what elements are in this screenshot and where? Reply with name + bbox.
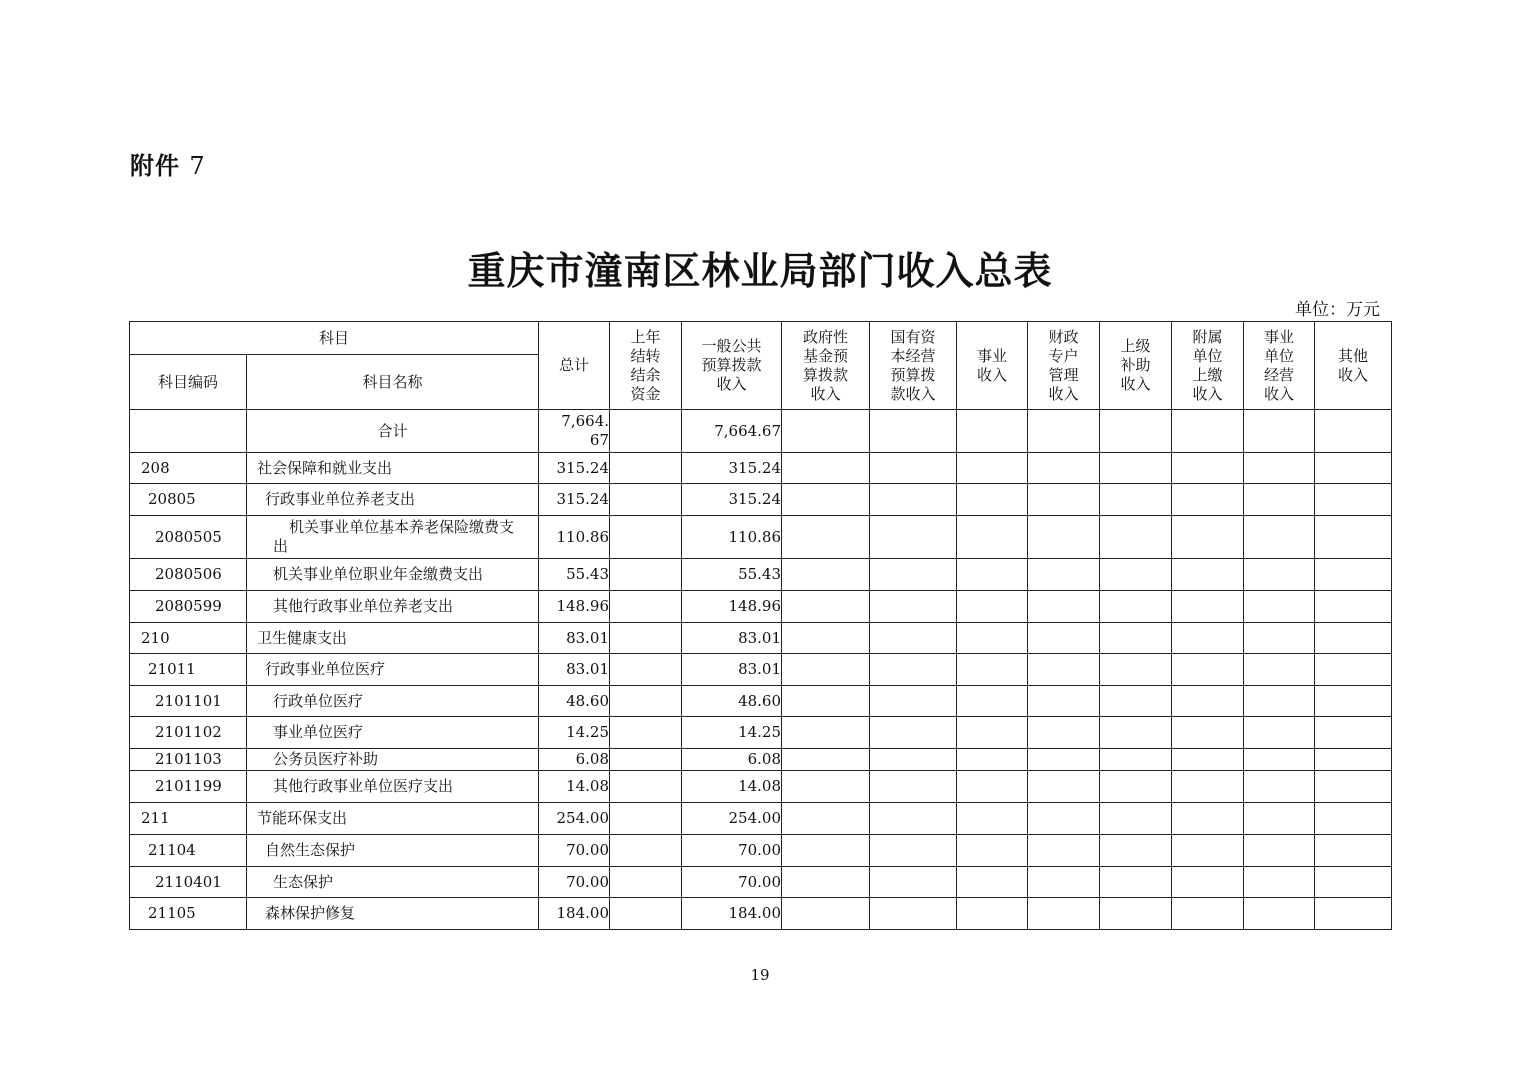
empty-cell xyxy=(610,686,682,717)
empty-cell xyxy=(782,803,870,835)
header-general-budget: 一般公共 预算拨款 收入 xyxy=(682,322,782,410)
empty-cell xyxy=(610,867,682,898)
empty-cell xyxy=(870,623,957,654)
row-code: 21105 xyxy=(130,898,247,930)
empty-cell xyxy=(1172,654,1244,686)
row-general-budget: 55.43 xyxy=(682,559,782,591)
empty-cell xyxy=(1100,686,1172,717)
row-general-budget: 254.00 xyxy=(682,803,782,835)
empty-cell xyxy=(782,516,870,559)
empty-cell xyxy=(1172,410,1244,453)
empty-cell xyxy=(610,654,682,686)
empty-cell xyxy=(870,898,957,930)
table-row xyxy=(130,771,1392,803)
row-code: 2101199 xyxy=(130,771,247,803)
table-row xyxy=(130,453,1392,484)
table-row xyxy=(130,559,1392,591)
empty-cell xyxy=(870,516,957,559)
empty-cell xyxy=(610,749,682,771)
empty-cell xyxy=(870,484,957,516)
table-row xyxy=(130,484,1392,516)
empty-cell xyxy=(1028,749,1100,771)
row-code: 2101101 xyxy=(130,686,247,717)
empty-cell xyxy=(782,717,870,749)
empty-cell xyxy=(870,591,957,623)
header-other: 其他 收入 xyxy=(1315,322,1392,410)
table-row xyxy=(130,835,1392,867)
empty-cell xyxy=(1100,410,1172,453)
empty-cell xyxy=(1244,516,1315,559)
empty-cell xyxy=(1172,867,1244,898)
empty-cell xyxy=(957,484,1028,516)
empty-cell xyxy=(957,717,1028,749)
page-title: 重庆市潼南区林业局部门收入总表 xyxy=(467,248,1053,293)
table-row xyxy=(130,623,1392,654)
empty-cell xyxy=(1244,749,1315,771)
empty-cell xyxy=(1315,516,1392,559)
empty-cell xyxy=(1100,623,1172,654)
empty-cell xyxy=(1028,771,1100,803)
empty-cell xyxy=(1100,453,1172,484)
empty-cell xyxy=(870,867,957,898)
empty-cell xyxy=(1100,484,1172,516)
empty-cell xyxy=(957,623,1028,654)
empty-cell xyxy=(870,559,957,591)
empty-cell xyxy=(1100,654,1172,686)
row-code: 2080505 xyxy=(130,516,247,559)
empty-cell xyxy=(610,771,682,803)
total-label: 合计 xyxy=(247,410,539,453)
row-name: 行政单位医疗 xyxy=(247,686,539,717)
empty-cell xyxy=(1028,484,1100,516)
empty-cell xyxy=(1100,717,1172,749)
header-gov-fund: 政府性 基金预 算拨款 收入 xyxy=(782,322,870,410)
row-name: 其他行政事业单位养老支出 xyxy=(247,591,539,623)
empty-cell xyxy=(957,771,1028,803)
empty-cell xyxy=(610,898,682,930)
row-total: 83.01 xyxy=(539,654,610,686)
empty-cell xyxy=(1172,591,1244,623)
empty-cell xyxy=(957,410,1028,453)
row-code: 210 xyxy=(130,623,247,654)
empty-cell xyxy=(1244,803,1315,835)
empty-cell xyxy=(782,867,870,898)
empty-cell xyxy=(610,591,682,623)
empty-cell xyxy=(1172,484,1244,516)
empty-cell xyxy=(782,749,870,771)
row-total: 14.25 xyxy=(539,717,610,749)
empty-cell xyxy=(1028,453,1100,484)
header-superior-subsidy: 上级 补助 收入 xyxy=(1100,322,1172,410)
row-name: 行政事业单位养老支出 xyxy=(247,484,539,516)
empty-cell xyxy=(1315,484,1392,516)
empty-cell xyxy=(1315,898,1392,930)
empty-cell xyxy=(1244,484,1315,516)
empty-cell xyxy=(610,803,682,835)
attachment-text: 附件 xyxy=(130,152,180,180)
row-name: 机关事业单位基本养老保险缴费支出 xyxy=(247,516,539,559)
empty-cell xyxy=(782,686,870,717)
row-name: 行政事业单位医疗 xyxy=(247,654,539,686)
row-general-budget: 6.08 xyxy=(682,749,782,771)
header-operation: 事业 单位 经营 收入 xyxy=(1244,322,1315,410)
header-carryover: 上年 结转 结余 资金 xyxy=(610,322,682,410)
empty-cell xyxy=(1244,410,1315,453)
empty-cell xyxy=(870,410,957,453)
row-total: 315.24 xyxy=(539,484,610,516)
row-general-budget: 148.96 xyxy=(682,591,782,623)
empty-cell xyxy=(1315,867,1392,898)
empty-cell xyxy=(1028,717,1100,749)
empty-cell xyxy=(1100,749,1172,771)
empty-cell xyxy=(1028,803,1100,835)
empty-cell xyxy=(870,749,957,771)
empty-cell xyxy=(957,654,1028,686)
row-general-budget: 83.01 xyxy=(682,623,782,654)
empty-cell xyxy=(1172,623,1244,654)
empty-cell xyxy=(957,591,1028,623)
empty-cell xyxy=(1028,559,1100,591)
table-row xyxy=(130,749,1392,771)
empty-cell xyxy=(610,835,682,867)
empty-cell xyxy=(1028,623,1100,654)
table-row xyxy=(130,898,1392,930)
unit-label: 单位：万元 xyxy=(1295,300,1380,320)
row-total: 148.96 xyxy=(539,591,610,623)
row-code: 20805 xyxy=(130,484,247,516)
header-total: 总计 xyxy=(539,322,610,410)
empty-cell xyxy=(610,410,682,453)
total-total: 7,664. 67 xyxy=(539,410,610,453)
empty-cell xyxy=(782,591,870,623)
row-general-budget: 110.86 xyxy=(682,516,782,559)
empty-cell xyxy=(610,559,682,591)
row-general-budget: 14.08 xyxy=(682,771,782,803)
row-general-budget: 70.00 xyxy=(682,835,782,867)
attachment-label xyxy=(130,146,206,181)
empty-cell xyxy=(782,835,870,867)
row-name: 公务员医疗补助 xyxy=(247,749,539,771)
row-total: 14.08 xyxy=(539,771,610,803)
row-code: 2080599 xyxy=(130,591,247,623)
row-total: 110.86 xyxy=(539,516,610,559)
page-number: 19 xyxy=(750,966,770,984)
empty-cell xyxy=(1028,410,1100,453)
empty-cell xyxy=(870,771,957,803)
empty-cell xyxy=(1244,686,1315,717)
attachment-number: 7 xyxy=(189,152,206,180)
empty-cell xyxy=(1315,749,1392,771)
empty-cell xyxy=(870,654,957,686)
empty-cell xyxy=(1100,803,1172,835)
empty-cell xyxy=(1244,717,1315,749)
empty-cell xyxy=(1100,591,1172,623)
table-row xyxy=(130,686,1392,717)
empty-cell xyxy=(1172,749,1244,771)
row-total: 315.24 xyxy=(539,453,610,484)
empty-cell xyxy=(1172,771,1244,803)
row-name: 卫生健康支出 xyxy=(247,623,539,654)
empty-cell xyxy=(1172,898,1244,930)
row-code: 2080506 xyxy=(130,559,247,591)
empty-cell xyxy=(782,410,870,453)
empty-cell xyxy=(1172,686,1244,717)
empty-cell xyxy=(1028,867,1100,898)
empty-cell xyxy=(870,803,957,835)
empty-cell xyxy=(1100,516,1172,559)
empty-cell xyxy=(1315,453,1392,484)
row-name: 森林保护修复 xyxy=(247,898,539,930)
empty-cell xyxy=(1315,835,1392,867)
empty-cell xyxy=(1100,771,1172,803)
empty-cell xyxy=(610,623,682,654)
empty-cell xyxy=(1028,898,1100,930)
total-code-cell xyxy=(130,410,247,453)
row-general-budget: 315.24 xyxy=(682,453,782,484)
empty-cell xyxy=(1315,717,1392,749)
empty-cell xyxy=(1315,591,1392,623)
empty-cell xyxy=(957,898,1028,930)
empty-cell xyxy=(1028,654,1100,686)
row-total: 70.00 xyxy=(539,867,610,898)
empty-cell xyxy=(1100,898,1172,930)
empty-cell xyxy=(1315,559,1392,591)
income-table xyxy=(129,321,1392,930)
row-general-budget: 184.00 xyxy=(682,898,782,930)
empty-cell xyxy=(782,453,870,484)
row-name: 事业单位医疗 xyxy=(247,717,539,749)
header-affiliated: 附属 单位 上缴 收入 xyxy=(1172,322,1244,410)
empty-cell xyxy=(1315,686,1392,717)
header-state-capital: 国有资 本经营 预算拨 款收入 xyxy=(870,322,957,410)
empty-cell xyxy=(1100,867,1172,898)
empty-cell xyxy=(1028,591,1100,623)
total-general-budget: 7,664.67 xyxy=(682,410,782,453)
empty-cell xyxy=(957,686,1028,717)
empty-cell xyxy=(782,654,870,686)
empty-cell xyxy=(1244,867,1315,898)
empty-cell xyxy=(957,867,1028,898)
empty-cell xyxy=(1244,623,1315,654)
empty-cell xyxy=(870,835,957,867)
row-code: 208 xyxy=(130,453,247,484)
empty-cell xyxy=(782,559,870,591)
row-code: 211 xyxy=(130,803,247,835)
empty-cell xyxy=(1172,717,1244,749)
empty-cell xyxy=(957,803,1028,835)
header-code: 科目编码 xyxy=(130,355,247,410)
empty-cell xyxy=(1315,410,1392,453)
empty-cell xyxy=(782,484,870,516)
row-total: 254.00 xyxy=(539,803,610,835)
empty-cell xyxy=(782,771,870,803)
row-name: 其他行政事业单位医疗支出 xyxy=(247,771,539,803)
row-total: 48.60 xyxy=(539,686,610,717)
row-general-budget: 70.00 xyxy=(682,867,782,898)
row-total: 83.01 xyxy=(539,623,610,654)
row-name: 社会保障和就业支出 xyxy=(247,453,539,484)
empty-cell xyxy=(1100,835,1172,867)
empty-cell xyxy=(1172,835,1244,867)
empty-cell xyxy=(610,516,682,559)
empty-cell xyxy=(782,623,870,654)
empty-cell xyxy=(957,453,1028,484)
row-code: 21104 xyxy=(130,835,247,867)
table-row xyxy=(130,803,1392,835)
header-fiscal-account: 财政 专户 管理 收入 xyxy=(1028,322,1100,410)
row-total: 184.00 xyxy=(539,898,610,930)
header-name: 科目名称 xyxy=(247,355,539,410)
empty-cell xyxy=(1244,453,1315,484)
row-general-budget: 48.60 xyxy=(682,686,782,717)
empty-cell xyxy=(1100,559,1172,591)
table-row xyxy=(130,654,1392,686)
empty-cell xyxy=(782,898,870,930)
empty-cell xyxy=(1315,771,1392,803)
total-row xyxy=(130,410,1392,453)
empty-cell xyxy=(1028,686,1100,717)
empty-cell xyxy=(1315,654,1392,686)
row-general-budget: 315.24 xyxy=(682,484,782,516)
empty-cell xyxy=(870,686,957,717)
empty-cell xyxy=(957,749,1028,771)
empty-cell xyxy=(1028,516,1100,559)
empty-cell xyxy=(1172,453,1244,484)
row-code: 2110401 xyxy=(130,867,247,898)
row-code: 2101103 xyxy=(130,749,247,771)
empty-cell xyxy=(1244,835,1315,867)
row-name: 自然生态保护 xyxy=(247,835,539,867)
empty-cell xyxy=(610,453,682,484)
empty-cell xyxy=(1244,559,1315,591)
row-total: 55.43 xyxy=(539,559,610,591)
empty-cell xyxy=(610,717,682,749)
row-code: 21011 xyxy=(130,654,247,686)
empty-cell xyxy=(957,516,1028,559)
empty-cell xyxy=(957,559,1028,591)
table-row xyxy=(130,591,1392,623)
header-subject: 科目 xyxy=(130,322,539,355)
empty-cell xyxy=(1028,835,1100,867)
empty-cell xyxy=(870,717,957,749)
row-total: 70.00 xyxy=(539,835,610,867)
row-name: 机关事业单位职业年金缴费支出 xyxy=(247,559,539,591)
empty-cell xyxy=(1172,516,1244,559)
empty-cell xyxy=(870,453,957,484)
empty-cell xyxy=(1315,803,1392,835)
row-total: 6.08 xyxy=(539,749,610,771)
empty-cell xyxy=(1172,803,1244,835)
row-name: 生态保护 xyxy=(247,867,539,898)
empty-cell xyxy=(1244,898,1315,930)
row-name: 节能环保支出 xyxy=(247,803,539,835)
row-code: 2101102 xyxy=(130,717,247,749)
table-row xyxy=(130,516,1392,559)
empty-cell xyxy=(957,835,1028,867)
empty-cell xyxy=(1172,559,1244,591)
table-row xyxy=(130,867,1392,898)
table-row xyxy=(130,717,1392,749)
row-general-budget: 83.01 xyxy=(682,654,782,686)
empty-cell xyxy=(1244,591,1315,623)
empty-cell xyxy=(610,484,682,516)
empty-cell xyxy=(1315,623,1392,654)
header-business: 事业 收入 xyxy=(957,322,1028,410)
empty-cell xyxy=(1244,771,1315,803)
empty-cell xyxy=(1244,654,1315,686)
row-general-budget: 14.25 xyxy=(682,717,782,749)
